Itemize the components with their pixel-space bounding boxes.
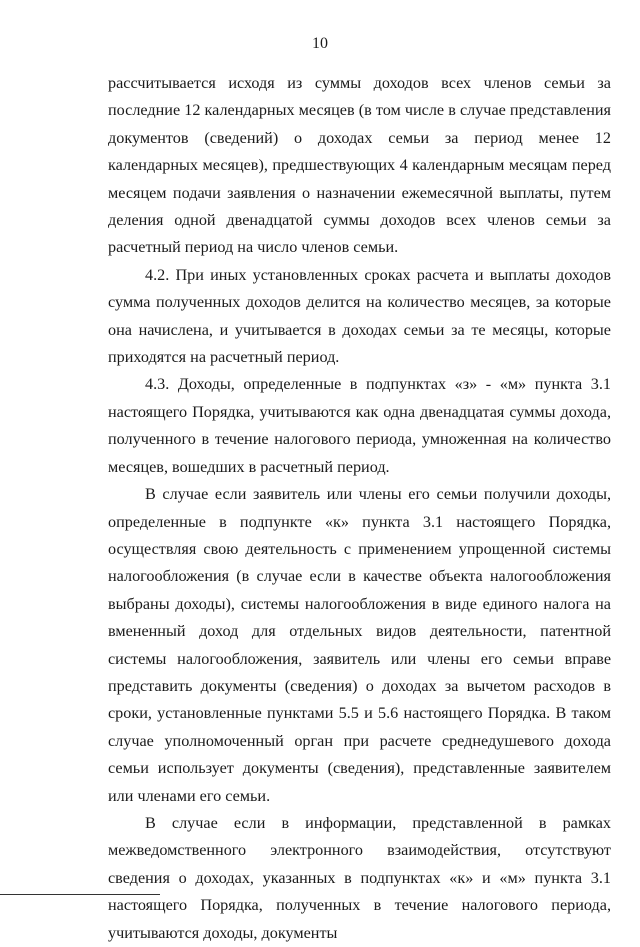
footnote-divider [0,894,160,895]
paragraph-4-2: 4.2. При иных установленных сроках расчета и выплаты доходов сумма полученных доходов делится на количество месяцев, за которые она начислена, и учитывается в доходах семьи за те месяцы, которые приходятся на расчетный период. [108,265,611,367]
paragraph-interagency: В случае если в информации, представленной в рамках межведомственного электронного взаимодействия, отсутствуют сведения о доходах, указанных в подпунктах «к» и «м» пункта 3.1 настоящего Порядка, полученных в течение налогового периода, учитываются доходы, документы [108,813,611,942]
paragraph-simplified-tax: В случае если заявитель или члены его семьи получили доходы, определенные в подпункте «к» пункта 3.1 настоящего Порядка, осуществляя свою деятельность с применением упрощенной системы налогообложения (в случае если в качестве объекта налогообложения выбраны доходы), системы налогообложения в виде единого налога на вмененный доход для отдельных видов деятельности, патентной системы налогообложения, заявитель или члены его семьи вправе представить документы (сведения) о доходах за вычетом расходов в сроки, установленные пунктами 5.5 и 5.6 настоящего Порядка. В таком случае уполномоченный орган при расчете среднедушевого дохода семьи использует документы (сведения), представленные заявителем или членами его семьи. [108,485,611,805]
page-number: 10 [312,35,328,52]
paragraph-continued: рассчитывается исходя из суммы доходов всех членов семьи за последние 12 календарных месяцев (в том числе в случае представления документов (сведений) о доходах семьи за период менее 12 календарных месяцев), предшествующих 4 календарным месяцам перед месяцем подачи заявления о назначении ежемесячной выплаты, путем деления одной двенадцатой суммы доходов всех членов семьи за расчетный период на число членов семьи. [108,74,611,257]
document-body [108,70,611,947]
paragraph-4-3: 4.3. Доходы, определенные в подпунктах «з» - «м» пункта 3.1 настоящего Порядка, учитываются как одна двенадцатая суммы дохода, полученного в течение налогового периода, умноженная на количество месяцев, вошедших в расчетный период. [108,375,611,476]
